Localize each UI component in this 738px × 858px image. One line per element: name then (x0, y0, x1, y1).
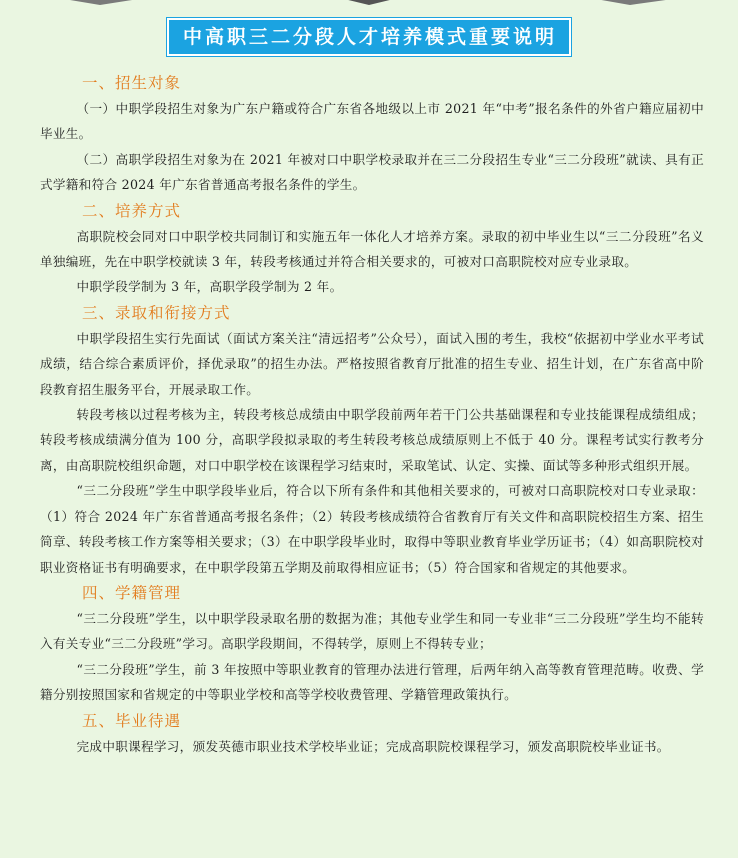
paragraph: “三二分段班”学生，以中职学段录取名册的数据为准；其他专业学生和同一专业非“三二分段班”学生均不能转入有关专业“三二分段班”学习。高职学段期间，不得转学，原则上不得转专业； (40, 610, 704, 652)
section-graduation (40, 708, 704, 759)
paragraph: 中职学段招生实行先面试（面试方案关注“清远招考”公众号），面试入围的考生，我校“依据初中学业水平考试成绩，结合综合素质评价，择优录取”的招生办法。严格按照省教育厅批准的招生专业、招生计划，在广东省高中阶段教育招生服务平台，开展录取工作。 (40, 330, 704, 397)
section-heading: 五、毕业待遇 (82, 711, 182, 730)
top-decoration (0, 0, 738, 6)
section-heading: 三、录取和衔接方式 (82, 303, 231, 322)
paragraph: 高职院校会同对口中职学校共同制订和实施五年一体化人才培养方案。录取的初中毕业生以“三二分段班”名义单独编班，先在中职学校就读 3 年，转段考核通过并符合相关要求的，可被对口高职院校对应专业录取。 (40, 228, 704, 270)
section-heading: 一、招生对象 (82, 74, 182, 92)
title-banner (0, 18, 738, 56)
paragraph: “三二分段班”学生，前 3 年按照中等职业教育的管理办法进行管理，后两年纳入高等教育管理范畴。收费、学籍分别按照国家和省规定的中等职业学校和高等学校收费管理、学籍管理政策执行。 (40, 661, 704, 703)
section-heading: 二、培养方式 (82, 201, 182, 220)
paragraph: 完成中职课程学习，颁发英德市职业技术学校毕业证；完成高职院校课程学习，颁发高职院校毕业证书。 (76, 738, 670, 754)
paragraph: （一）中职学段招生对象为广东户籍或符合广东省各地级以上市 2021 年“中考”报名条件的外省户籍应届初中毕业生。 (40, 101, 704, 142)
paragraph: 中职学段学制为 3 年，高职学段学制为 2 年。 (76, 279, 343, 295)
paragraph: 转段考核以过程考核为主，转段考核总成绩由中职学段前两年若干门公共基础课程和专业技能课程成绩组成；转段考核成绩满分值为 100 分，高职学段拟录取的考生转段考核总成绩原则上不低于 40 分。课程考试实行教考分离，由高职院校组织命题，对口中职学校在该课程学习结束时，采取笔试、认定、实操、面试等多种形式组织开展。 (40, 407, 704, 473)
document-body (40, 70, 704, 759)
paragraph: “三二分段班”学生中职学段毕业后，符合以下所有条件和其他相关要求的，可被对口高职院校对口专业录取：（1）符合 2024 年广东省普通高考报名条件；（2）转段考核成绩符合省教育厅有关文件和高职院校招生方案、招生简章、转段考核工作方案等相关要求；（3）在中职学段毕业时，取得中等职业教育毕业学历证书；（4）如高职院校对职业资格证书有明确要求，在中职学段第五学期及前取得相应证书；（5）符合国家和省规定的其他要求。 (40, 483, 704, 575)
section-student-status (40, 580, 704, 708)
section-admission-and-transition (40, 300, 704, 580)
section-enrollment-targets (40, 70, 704, 198)
section-heading: 四、学籍管理 (82, 583, 182, 602)
section-training-method (40, 198, 704, 300)
paragraph: （二）高职学段招生对象为在 2021 年被对口中职学校录取并在三二分段招生专业“三二分段班”就读、具有正式学籍和符合 2024 年广东省普通高考报名条件的学生。 (40, 151, 704, 193)
page-title: 中高职三二分段人才培养模式重要说明 (167, 18, 571, 56)
